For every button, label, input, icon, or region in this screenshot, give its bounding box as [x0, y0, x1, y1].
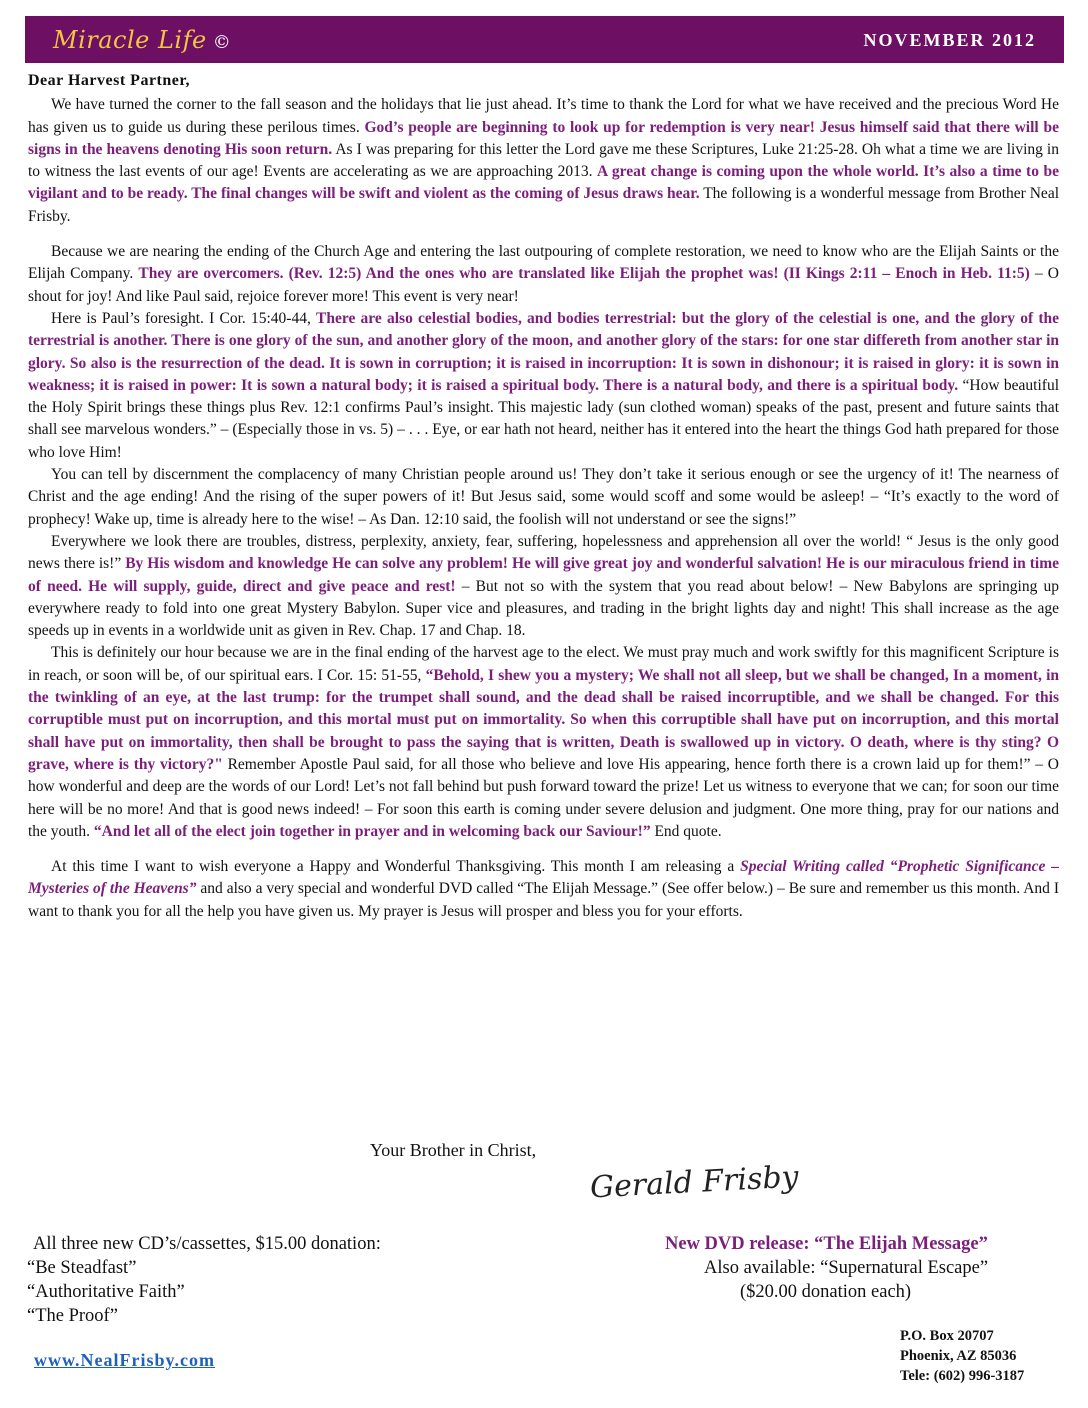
paragraph-4	[28, 464, 1059, 531]
dvd-price: ($20.00 donation each)	[740, 1282, 912, 1302]
cd-offer-line: All three new CD’s/cassettes, $15.00 donation:	[33, 1234, 381, 1254]
dvd-offer	[600, 1232, 1088, 1304]
p6-run-0: This is definitely our hour because we are in the final ending of the harvest age to the elect. We must pray much and work swiftly for this magnificent Scripture is in reach, or soon will be, of our spiritual ears. I Cor. 15: 51-55,	[28, 644, 1059, 684]
mailing-address	[900, 1326, 1024, 1386]
signature: Gerald Frisby	[589, 1159, 800, 1206]
paragraph-6	[28, 642, 1059, 843]
p6-run-1: “Behold, I shew you a mystery; We shall not all sleep, but we shall be changed, In a moment, in the twinkling of an eye, at the last trump: for the trumpet shall sound, and the dead shall be raised incorruptible, and we shall be changed. For this corruptible must put on incorruption, and this mortal must put on immortality. So when this corruptible shall have put on incorruption, and this mortal shall have put on immortality, then shall be brought to pass the saying that is written, Death is swallowed up in victory. O death, where is thy sting? O grave, where is thy victory?"	[28, 666, 1059, 773]
p1-run-1: God’s people are beginning to look up for redemption is very near! Jesus himself said that there will be signs in the heavens denoting His soon return.	[28, 118, 1059, 158]
p5-run-1: By His wisdom and knowledge He can solve any problem! He will give great joy and wonderful salvation! He is our miraculous friend in time of need. He will supply, guide, direct and give peace and rest!	[28, 555, 1059, 595]
dvd-title: New DVD release: “The Elijah Message”	[665, 1234, 988, 1254]
paragraph-3	[28, 308, 1059, 464]
cd-title-3: “The Proof”	[27, 1306, 118, 1326]
cd-offer	[27, 1232, 381, 1328]
p3-run-0: Here is Paul’s foresight. I Cor. 15:40-44,	[51, 309, 317, 327]
p1-run-0: We have turned the corner to the fall season and the holidays that lie just ahead. It’s time to thank the Lord for what we have received and the precious Word He has given us to guide us during these perilous times.	[28, 96, 1059, 136]
header-bar	[25, 16, 1064, 63]
p6-run-3: “And let all of the elect join together in prayer and in welcoming back our Saviour!”	[93, 822, 651, 840]
po-box: P.O. Box 20707	[900, 1328, 994, 1344]
p5-run-2: – But not so with the system that you read about below! – New Babylons are springing up everywhere ready to fold into one great Mystery Babylon. Super vice and pleasures, and trading in the bright lights day and night! This shall increase as the age speeds up in events in a worldwide unit as given in Rev. Chap. 17 and Chap. 18.	[28, 577, 1059, 640]
dvd-also-available: Also available: “Supernatural Escape”	[704, 1258, 989, 1278]
issue-month: NOVEMBER 2012	[863, 30, 1036, 50]
p5-run-0: Everywhere we look there are troubles, distress, perplexity, anxiety, fear, suffering, hopelessness and apprehension all over the world! “ Jesus is the only good news there is!”	[28, 532, 1059, 573]
p2-run-0: Because we are nearing the ending of the Church Age and entering the last outpouring of complete restoration, we need to know who are the Elijah Saints or the Elijah Company.	[28, 243, 1059, 283]
p3-run-1: There are also celestial bodies, and bodies terrestrial: but the glory of the celestial is one, and the glory of the terrestrial is another. There is one glory of the sun, and another glory of the moon, and another glory of the stars: for one star differeth from another star in glory. So also is the resurrection of the dead. It is sown in corruption; it is raised in incorruption: It is sown in dishonour; it is raised in glory: it is sown in weakness; it is raised in power: It is sown a natural body; it is raised a spiritual body. There is a natural body, and there is a spiritual body.	[28, 309, 1059, 394]
p7-run-1: Special Writing called “Prophetic Significance – Mysteries of the Heavens”	[28, 858, 1059, 898]
brand-logo	[53, 26, 231, 54]
copyright-symbol: ©	[212, 32, 232, 53]
phone-number: Tele: (602) 996-3187	[900, 1368, 1025, 1384]
paragraph-2	[28, 241, 1059, 308]
greeting: Dear Harvest Partner,	[28, 72, 191, 89]
paragraph-5	[28, 531, 1059, 642]
p6-run-4: End quote.	[650, 822, 722, 840]
p7-run-2: and also a very special and wonderful DVD called “The Elijah Message.” (See offer below.) – Be sure and remember us this month. And I want to thank you for all the help you have given us. My prayer is Jesus will prosper and bless you for your efforts.	[28, 880, 1059, 920]
p1-run-4: The following is a wonderful message from Brother Neal Frisby.	[28, 185, 1059, 225]
p4-run-0: You can tell by discernment the complacency of many Christian people around us! They don’t take it serious enough or see the urgency of it! The nearness of Christ and the age ending! And the rising of the super powers of it! But Jesus said, some would scoff and some would be asleep! – “It’s exactly to the word of prophecy! Wake up, time is already here to the wise! – As Dan. 12:10 said, the foolish will not understand or see the signs!”	[28, 466, 1059, 528]
p1-run-3: A great change is coming upon the whole world. It’s also a time to be vigilant and to be ready. The final changes will be swift and violent as the coming of Jesus draws hear.	[28, 163, 1059, 203]
paragraph-7	[28, 856, 1059, 923]
p3-run-2: “How beautiful the Holy Spirit brings these things plus Rev. 12:1 confirms Paul’s insight. This majestic lady (sun clothed woman) speaks of the past, present and future saints that shall see marvelous wonders.” – (Especially those in vs. 5) – . . . Eye, or ear hath not heard, neither has it entered into the heart the things God hath prepared for those who love Him!	[28, 376, 1059, 461]
paragraph-1	[28, 94, 1059, 228]
p2-run-2: – O shout for joy! And like Paul said, rejoice forever more! This event is very near!	[28, 265, 1059, 305]
city-state-zip: Phoenix, AZ 85036	[900, 1348, 1017, 1364]
closing: Your Brother in Christ,	[370, 1140, 537, 1160]
brand-name: Miracle Life	[53, 26, 207, 54]
cd-title-1: “Be Steadfast”	[27, 1258, 137, 1278]
p2-run-1: They are overcomers. (Rev. 12:5) And the ones who are translated like Elijah the prophet was! (II Kings 2:11 – Enoch in Heb. 11:5)	[138, 265, 1030, 283]
website-link[interactable]: www.NealFrisby.com	[34, 1350, 215, 1370]
p6-run-2: Remember Apostle Paul said, for all those who believe and love His appearing, hence forth there is a crown laid up for them!” – O how wonderful and deep are the words of our Lord! Let’s not fall behind but push forward toward the prize! Let us witness to everyone that we can; for soon our time here will be no more! And that is good news indeed! – For soon this earth is coming under severe delusion and judgment. One more thing, pray for our nations and the youth.	[28, 755, 1059, 840]
letter-body	[28, 70, 1059, 923]
p1-run-2: As I was preparing for this letter the Lord gave me these Scriptures, Luke 21:25-28. Oh what a time we are living in to witness the last events of our age! Events are accelerating as we are approaching 2013.	[28, 140, 1059, 181]
p7-run-0: At this time I want to wish everyone a Happy and Wonderful Thanksgiving. This month I am releasing a	[51, 858, 741, 876]
cd-title-2: “Authoritative Faith”	[27, 1282, 185, 1302]
